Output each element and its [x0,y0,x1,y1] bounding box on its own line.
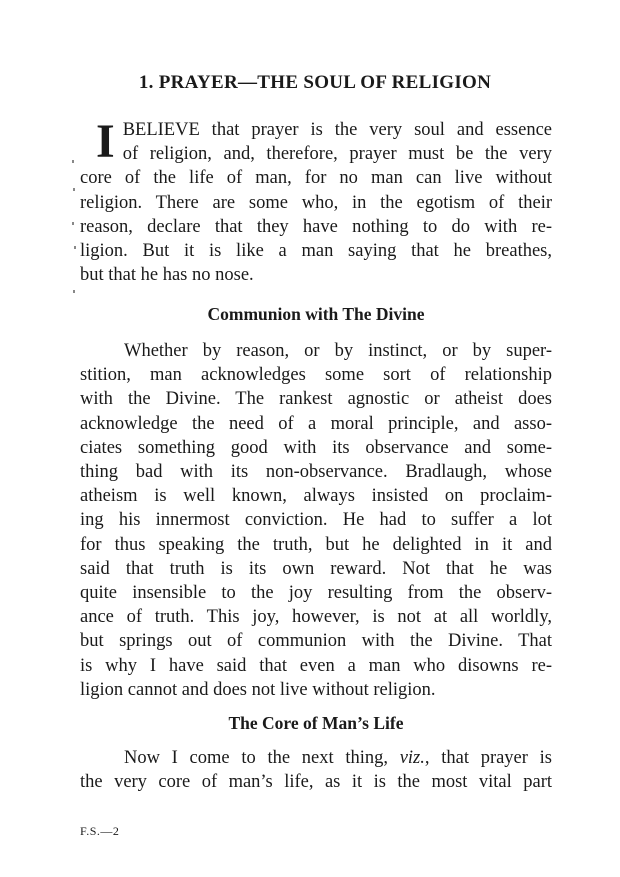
section-heading-core: The Core of Man’s Life [228,713,404,733]
text-line: Now I come to the next thing, viz., that prayer is [124,748,552,768]
text-line: acknowledge the need of a moral principle, and asso- [80,413,552,434]
text-line: ance of truth. This joy, however, is not at all worldly, [80,607,552,628]
text-line: BELIEVE that prayer is the very soul and essence [122,120,552,140]
chapter-title: 1. PRAYER—THE SOUL OF RELIGION [138,72,492,93]
text-line: of religion, and, therefore, prayer must be the very [122,144,552,165]
text-line: reason, declare that they have nothing to do with re- [80,216,552,237]
scan-speck [74,246,76,249]
text-line: for thus speaking the truth, but he delighted in it and [80,534,552,555]
text-line: ligion cannot and does not live without religion. [80,679,436,700]
communion-paragraph [80,339,552,702]
text-line: said that truth is its own reward. Not that he was [80,558,552,579]
text-line: stition, man acknowledges some sort of relationship [80,365,552,386]
signature-mark: F.S.—2 [80,824,120,838]
section-heading-communion: Communion with The Divine [207,304,425,324]
scan-speck [73,188,75,191]
text-line: religion. There are some who, in the egotism of their [80,192,552,213]
core-paragraph [80,746,552,794]
text-line: core of the life of man, for no man can live without [80,168,552,189]
text-line: ligion. But it is like a man saying that he breathes, [80,241,552,262]
text-line: is why I have said that even a man who disowns re- [80,655,552,676]
text-line: ciates something good with its observance and some- [80,437,552,458]
text-line: the very core of man’s life, as it is the most vital part [80,772,552,793]
text-line: quite insensible to the joy resulting from the observ- [80,583,552,604]
scan-speck [73,290,75,293]
text-line: but that he has no nose. [80,265,254,286]
italic-term: viz. [399,748,425,768]
drop-cap: I [96,115,115,168]
text-line: ing his innermost conviction. He had to suffer a lot [80,510,552,531]
text-line: but springs out of communion with the Divine. That [80,631,552,652]
scan-speck [72,222,74,225]
intro-paragraph [80,115,552,287]
text-line: with the Divine. The rankest agnostic or atheist does [80,389,552,410]
text-line: atheism is well known, always insisted on proclaim- [80,486,552,507]
scan-speck [72,160,74,163]
text-line: thing bad with its non-observance. Bradlaugh, whose [80,462,552,483]
text-line: Whether by reason, or by instinct, or by super- [124,341,552,361]
